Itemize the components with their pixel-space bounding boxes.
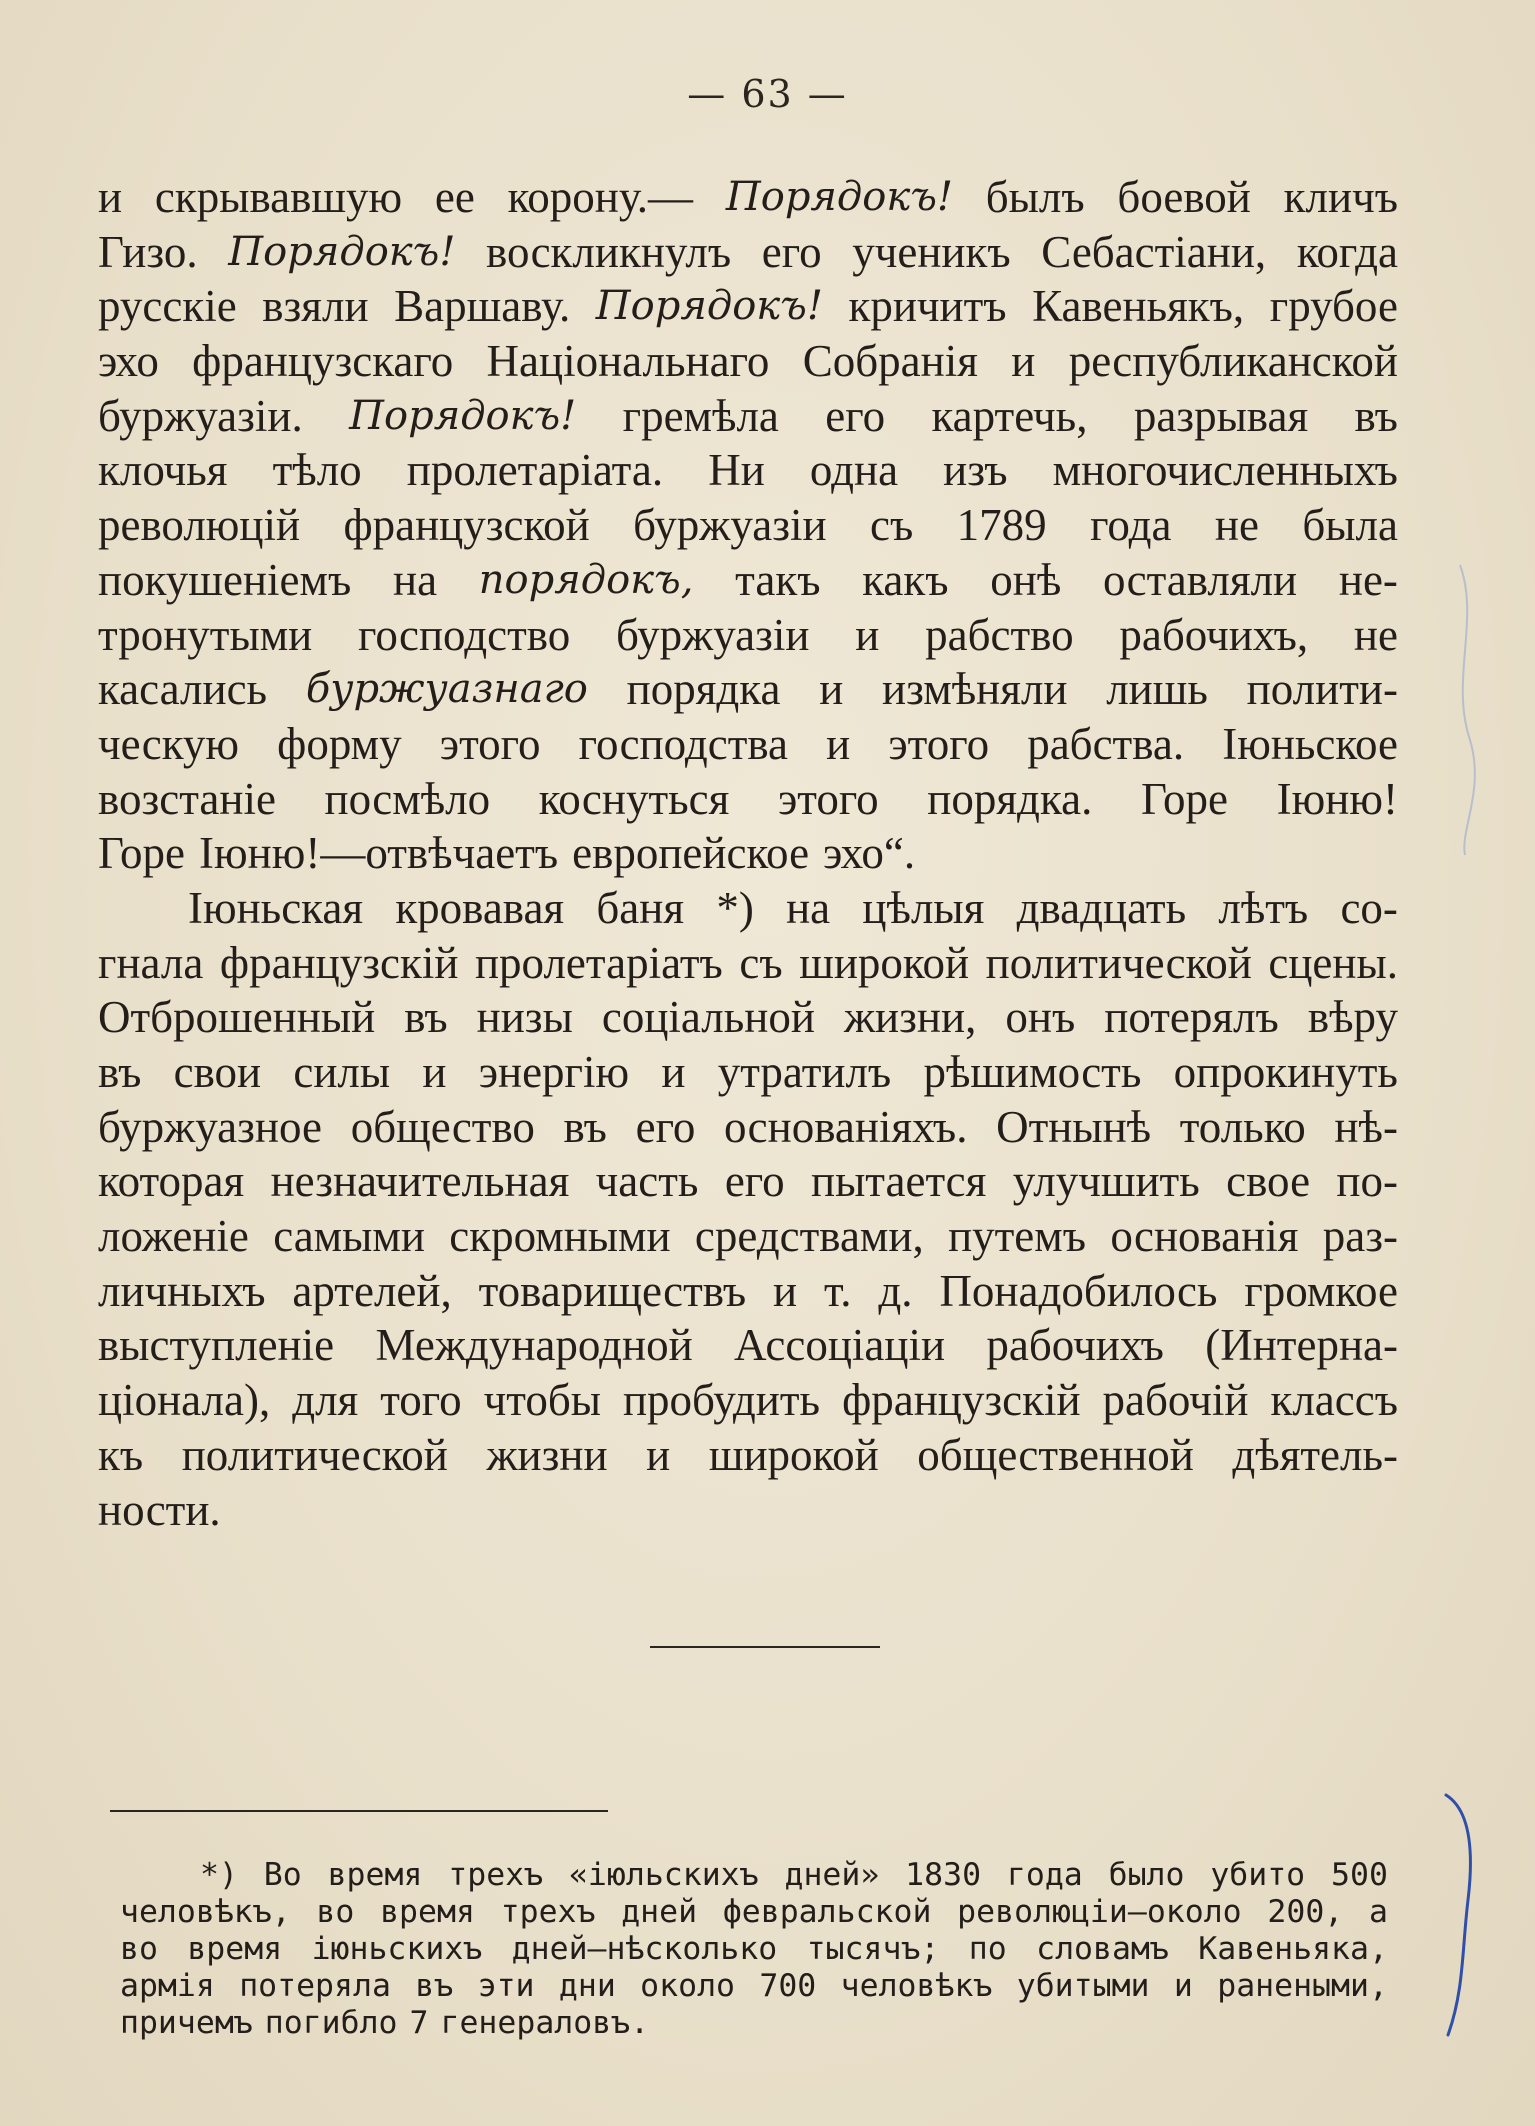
word: Понадобилось — [939, 1265, 1218, 1316]
word: на — [392, 554, 438, 605]
word: ности. — [98, 1484, 221, 1535]
word: самыми — [273, 1211, 425, 1262]
word: часть — [595, 1156, 699, 1207]
word: и — [646, 1429, 671, 1480]
word: тѣло — [272, 445, 362, 496]
italic-word: буржуазнаго — [305, 666, 588, 713]
word: товариществъ — [478, 1265, 747, 1316]
word: свое — [1226, 1156, 1311, 1207]
word: кричитъ — [848, 281, 1007, 332]
word: порядка. — [927, 773, 1093, 824]
word: Отнынѣ — [996, 1101, 1152, 1152]
word: незначительная — [270, 1156, 570, 1207]
word: 500 — [1331, 1857, 1388, 1893]
word: (Интерна- — [1205, 1320, 1398, 1371]
word: пробудить — [622, 1375, 821, 1426]
word: было — [1108, 1857, 1185, 1893]
word: Іюньская — [188, 882, 364, 933]
word: буржуазіи — [616, 609, 810, 660]
word: Іюню!—отвѣчаетъ — [199, 828, 559, 879]
word: и — [1173, 1968, 1193, 2004]
word: т. — [823, 1265, 852, 1316]
word: полити- — [1246, 664, 1398, 715]
word: генераловъ. — [440, 2005, 650, 2041]
word: была — [1302, 500, 1398, 551]
text-line — [98, 498, 1398, 553]
word: Ни — [708, 445, 765, 496]
word: *) — [200, 1857, 238, 1893]
word: Международной — [375, 1320, 693, 1371]
word: какъ — [862, 554, 949, 605]
word: воскликнулъ — [486, 226, 732, 277]
word: 700 — [759, 1968, 817, 2004]
word: сцены. — [1268, 937, 1398, 988]
word: въ — [404, 992, 448, 1043]
word: армія — [120, 1968, 215, 2004]
word: широкой — [799, 937, 970, 988]
word: кровавая — [395, 882, 565, 933]
word: Іюню! — [1276, 773, 1398, 824]
word: энергію — [478, 1047, 630, 1097]
word: въ — [98, 1047, 142, 1097]
footnote-line — [120, 1931, 1388, 1968]
word: къ — [98, 1429, 144, 1480]
word: ческую — [98, 718, 240, 769]
section-separator — [650, 1646, 880, 1648]
word: буржуазіи — [633, 500, 827, 551]
text-line — [98, 389, 1398, 444]
word: лѣтъ — [1218, 882, 1309, 933]
page-number: — 63 — — [687, 72, 848, 116]
word: многочисленныхъ — [1052, 445, 1398, 496]
word: боевой — [1117, 172, 1251, 222]
italic-word: Порядокъ! — [228, 228, 456, 275]
word: ціонала), — [98, 1375, 271, 1426]
word: оставляли — [1103, 554, 1298, 605]
word: его — [761, 226, 822, 277]
word: ее — [434, 172, 475, 222]
word: года — [1090, 500, 1172, 551]
italic-word: порядокъ, — [478, 556, 694, 603]
word: выступленіе — [98, 1320, 335, 1371]
word: общество — [350, 1101, 535, 1152]
word: время — [380, 1894, 475, 1930]
text-line — [98, 1209, 1398, 1264]
text-line — [98, 717, 1398, 772]
word: этого — [439, 718, 541, 769]
word: революціи—около — [957, 1894, 1242, 1930]
word: изъ — [943, 445, 1008, 496]
word: Горе — [1140, 773, 1229, 824]
word: скромными — [449, 1211, 671, 1262]
word: эхо“. — [823, 828, 916, 879]
text-line — [98, 1154, 1398, 1209]
word: громкое — [1244, 1265, 1398, 1316]
text-line — [98, 553, 1398, 608]
word: соціальной — [601, 992, 815, 1043]
word: касались — [98, 664, 268, 715]
word: Варшаву. — [394, 281, 571, 332]
word: съ — [739, 937, 783, 988]
word: клочья — [98, 445, 228, 496]
word: рабства. — [1027, 718, 1185, 769]
word: рабочій — [1102, 1375, 1249, 1426]
word: человѣкъ — [840, 1968, 993, 2004]
word: его — [635, 1101, 696, 1152]
word: республиканской — [1068, 336, 1398, 387]
word: жизни, — [843, 992, 977, 1043]
word: только — [1179, 1101, 1306, 1152]
footnote — [120, 1857, 1388, 2042]
word: Ассоціаціи — [734, 1320, 946, 1371]
word: свои — [173, 1047, 262, 1097]
word: съ — [870, 500, 914, 551]
word: рабочихъ — [986, 1320, 1164, 1371]
word: порядка — [626, 664, 781, 715]
word: и — [98, 172, 123, 222]
word: іюньскихъ — [311, 1931, 483, 1967]
word: и — [422, 1047, 447, 1097]
word: не — [1214, 500, 1259, 551]
word: эти — [477, 1968, 535, 2004]
word: дней» — [784, 1857, 880, 1893]
word: французской — [343, 500, 590, 551]
word: Горе — [98, 828, 186, 879]
word: словамъ — [1036, 1931, 1169, 1967]
word: вѣру — [1307, 992, 1398, 1043]
text-line — [98, 881, 1398, 936]
text-line — [98, 1428, 1398, 1483]
word: лишь — [1106, 664, 1208, 715]
word: пытается — [810, 1156, 987, 1207]
word: Кавеньякъ, — [1032, 281, 1245, 332]
text-line — [98, 443, 1398, 498]
word: этого — [777, 773, 879, 824]
word: его — [724, 1156, 785, 1207]
text-line — [98, 990, 1398, 1045]
word: потерялъ — [1104, 992, 1279, 1043]
word: былъ — [985, 172, 1085, 222]
word: 200, — [1267, 1894, 1344, 1930]
italic-word: Порядокъ! — [595, 283, 823, 330]
word: не- — [1338, 554, 1398, 605]
word: дней — [621, 1894, 698, 1930]
word: и — [819, 664, 844, 715]
text-line — [98, 1100, 1398, 1155]
word: потеряла — [239, 1968, 391, 2004]
word: со- — [1340, 882, 1398, 933]
word: Гизо. — [98, 226, 198, 277]
word: ложеніе — [98, 1211, 249, 1262]
text-line — [98, 662, 1398, 717]
word: гремѣла — [622, 390, 779, 441]
word: трехъ — [448, 1857, 544, 1893]
word: ранеными, — [1217, 1968, 1388, 2004]
word: широкой — [708, 1429, 879, 1480]
word: февральской — [722, 1894, 932, 1930]
pencil-margin-mark — [1440, 560, 1490, 860]
italic-word: Порядокъ! — [349, 392, 577, 439]
word: 1789 — [956, 500, 1047, 551]
word: взяли — [262, 281, 369, 332]
word: политической — [985, 937, 1252, 988]
word: Собранія — [802, 336, 978, 387]
word: корону.— — [507, 172, 694, 222]
word: тронутыми — [98, 609, 313, 660]
word: для — [292, 1375, 359, 1426]
word: тысячъ; — [806, 1931, 940, 1967]
word: Іюньское — [1222, 718, 1398, 769]
word: нѣ- — [1334, 1101, 1398, 1152]
text-line — [98, 936, 1398, 991]
word: классъ — [1270, 1375, 1398, 1426]
word: не — [1353, 609, 1398, 660]
word: 1830 — [905, 1857, 982, 1893]
word: французскаго — [192, 336, 454, 387]
word: рѣшимость — [923, 1047, 1142, 1097]
word: господство — [358, 609, 571, 660]
word: такъ — [735, 554, 821, 605]
word: въ — [1354, 390, 1398, 441]
word: революцій — [98, 500, 301, 551]
word: силы — [293, 1047, 391, 1097]
word: баня — [596, 882, 685, 933]
word: человѣкъ, — [120, 1894, 291, 1930]
word: 7 — [409, 2005, 429, 2041]
word: трехъ — [500, 1894, 596, 1930]
word: форму — [277, 718, 402, 769]
word: кличъ — [1283, 172, 1398, 222]
text-line — [98, 170, 1398, 225]
word: по — [968, 1931, 1007, 1967]
text-line — [98, 279, 1398, 334]
word: погибло — [264, 2005, 398, 2041]
word: и — [661, 1047, 686, 1097]
word: его — [825, 390, 886, 441]
word: скрывавшую — [154, 172, 403, 222]
main-text — [98, 170, 1398, 1537]
word: утратилъ — [717, 1047, 892, 1097]
word: гнала — [98, 937, 204, 988]
word: убитыми — [1016, 1968, 1150, 2004]
word: измѣняли — [882, 664, 1068, 715]
word: въ — [415, 1968, 454, 2004]
word: низы — [476, 992, 573, 1043]
word: «іюльскихъ — [568, 1857, 759, 1893]
text-line — [98, 334, 1398, 389]
word: того — [380, 1375, 462, 1426]
text-line — [98, 1373, 1398, 1428]
word: политической — [181, 1429, 448, 1480]
word: дни — [558, 1968, 616, 2004]
word: разрывая — [1133, 390, 1309, 441]
word: опрокинуть — [1173, 1047, 1398, 1097]
word: Во — [263, 1857, 302, 1893]
text-line — [98, 608, 1398, 663]
word: на — [786, 882, 831, 933]
word: двадцать — [1016, 882, 1187, 933]
word: а — [1368, 1894, 1388, 1930]
word: чтобы — [483, 1375, 601, 1426]
word: возстаніе — [98, 773, 276, 824]
word: онъ — [1005, 992, 1076, 1043]
word: и — [1011, 336, 1036, 387]
word: коснуться — [538, 773, 730, 824]
word: жизни — [486, 1429, 608, 1480]
text-line — [98, 1045, 1398, 1100]
word: около — [640, 1968, 735, 2004]
text-line — [98, 826, 1398, 881]
word: года — [1006, 1857, 1083, 1893]
word: Отброшенный — [98, 992, 376, 1043]
italic-word: Порядокъ! — [725, 174, 953, 220]
footnote-rule — [110, 1810, 608, 1812]
word: французскій — [219, 937, 459, 988]
word: во — [316, 1894, 355, 1930]
word: онѣ — [990, 554, 1062, 605]
word: буржуазіи. — [98, 390, 303, 441]
word: путемъ — [948, 1211, 1087, 1262]
text-line — [98, 772, 1398, 827]
word: улучшить — [1012, 1156, 1200, 1207]
word: личныхъ — [98, 1265, 266, 1316]
word: грубое — [1269, 281, 1398, 332]
word: цѣлыя — [862, 882, 985, 933]
word: причемъ — [120, 2005, 253, 2041]
word: одна — [809, 445, 899, 496]
word: пролетаріатъ — [474, 937, 723, 988]
word: господства — [578, 718, 788, 769]
word: *) — [716, 882, 754, 933]
text-line — [98, 1264, 1398, 1319]
word: общественной — [917, 1429, 1194, 1480]
footnote-line — [120, 1968, 1388, 2005]
text-line — [98, 1483, 1398, 1538]
footnote-line — [120, 2005, 1388, 2042]
word: русскіе — [98, 281, 237, 332]
word: раз- — [1322, 1211, 1398, 1262]
word: этого — [888, 718, 990, 769]
blue-pencil-bracket — [1440, 1790, 1480, 2040]
word: Себастіани, — [1041, 226, 1267, 277]
word: дней—нѣсколько — [511, 1931, 778, 1967]
word: картечь, — [931, 390, 1088, 441]
word: въ — [563, 1101, 607, 1152]
word: ученикъ — [852, 226, 1011, 277]
word: европейское — [572, 828, 810, 879]
word: и — [855, 609, 880, 660]
word: пролетаріата. — [406, 445, 664, 496]
word: основаніяхъ. — [724, 1101, 968, 1152]
footnote-line — [120, 1894, 1388, 1931]
text-line — [98, 1318, 1398, 1373]
footnote-line — [120, 1857, 1388, 1894]
word: французскій — [842, 1375, 1081, 1426]
word: средствами, — [694, 1211, 924, 1262]
word: посмѣло — [324, 773, 491, 824]
word: когда — [1296, 226, 1398, 277]
word: дѣятель- — [1232, 1429, 1398, 1480]
word: артелей, — [292, 1265, 452, 1316]
word: время — [327, 1857, 423, 1893]
word: время — [187, 1931, 283, 1967]
word: по- — [1336, 1156, 1398, 1207]
word: которая — [98, 1156, 245, 1207]
text-line — [98, 225, 1398, 280]
word: Національнаго — [486, 336, 770, 387]
word: эхо — [98, 336, 159, 387]
word: д. — [878, 1265, 913, 1316]
word: основанія — [1110, 1211, 1299, 1262]
word: убито — [1210, 1857, 1306, 1893]
word: и — [773, 1265, 798, 1316]
word: покушеніемъ — [98, 554, 352, 605]
word: Кавеньяка, — [1198, 1931, 1388, 1967]
word: рабочихъ, — [1119, 609, 1309, 660]
word: буржуазное — [98, 1101, 323, 1152]
word: и — [826, 718, 851, 769]
word: во — [120, 1931, 158, 1967]
word: рабство — [925, 609, 1074, 660]
